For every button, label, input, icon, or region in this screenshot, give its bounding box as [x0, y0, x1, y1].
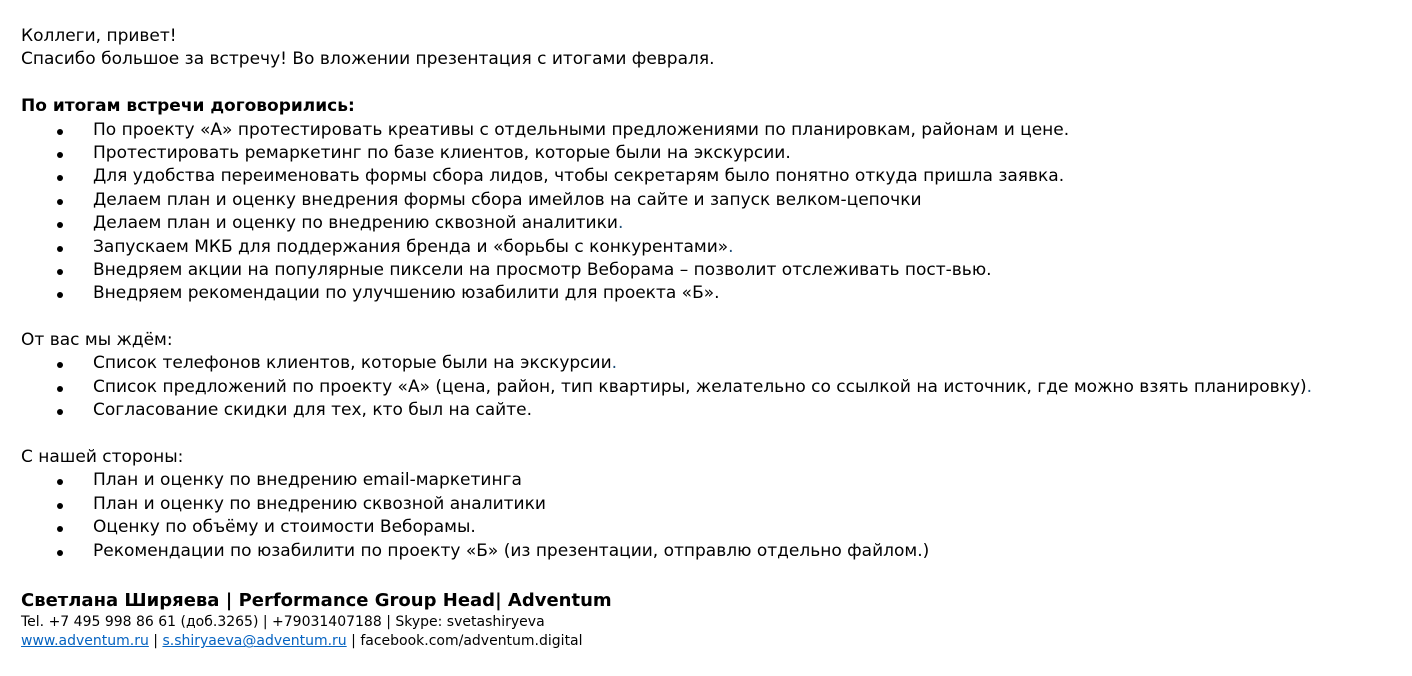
email-body	[21, 25, 1401, 651]
our-side-heading: С нашей стороны:	[21, 447, 184, 468]
list-item: Для удобства переименовать формы сбора лидов, чтобы секретарям было понятно откуда пришла заявка.	[21, 165, 1401, 188]
bullet-icon	[57, 386, 63, 392]
from-you-heading: От вас мы ждём:	[21, 330, 173, 351]
our-side-list	[21, 469, 1401, 563]
list-item: Рекомендации по юзабилити по проекту «Б» (из презентации, отправлю отдельно файлом.)	[21, 540, 1401, 563]
signature-contacts: Tel. +7 495 998 86 61 (доб.3265) | +79031407188 | Skype: svetashiryeva	[21, 614, 545, 631]
bullet-icon	[57, 292, 63, 298]
website-link[interactable]: www.adventum.ru	[21, 633, 149, 650]
list-item: Внедряем акции на популярные пиксели на просмотр Веборама – позволит отслеживать пост-вью.	[21, 259, 1401, 282]
bullet-icon	[57, 269, 63, 275]
email-link[interactable]: s.shiryaeva@adventum.ru	[162, 633, 347, 650]
bullet-icon	[57, 503, 63, 509]
bullet-icon	[57, 246, 63, 252]
intro-text: Спасибо большое за встречу! Во вложении презентация с итогами февраля.	[21, 49, 715, 70]
list-item: Согласование скидки для тех, кто был на сайте.	[21, 399, 1401, 422]
bullet-icon	[57, 222, 63, 228]
separator: |	[346, 633, 361, 650]
spacer	[21, 423, 1401, 446]
greeting: Коллеги, привет!	[21, 26, 177, 46]
list-item: Список предложений по проекту «А» (цена, район, тип квартиры, желательно со ссылкой на источник, где можно взять планировку).	[21, 376, 1401, 399]
bullet-icon	[57, 550, 63, 556]
from-you-list	[21, 352, 1401, 422]
bullet-icon	[57, 152, 63, 158]
bullet-icon	[57, 175, 63, 181]
list-item: План и оценку по внедрению email-маркетинга	[21, 469, 1401, 492]
list-item: Делаем план и оценку внедрения формы сбора имейлов на сайте и запуск велком-цепочки	[21, 189, 1401, 212]
bullet-icon	[57, 526, 63, 532]
bullet-icon	[57, 199, 63, 205]
list-item: Запускаем МКБ для поддержания бренда и «борьбы с конкурентами».	[21, 236, 1401, 259]
list-item: План и оценку по внедрению сквозной аналитики	[21, 493, 1401, 516]
bullet-icon	[57, 362, 63, 368]
spacer	[21, 306, 1401, 329]
list-item: Делаем план и оценку по внедрению сквозной аналитики.	[21, 212, 1401, 235]
list-item: Список телефонов клиентов, которые были на экскурсии.	[21, 352, 1401, 375]
bullet-icon	[57, 409, 63, 415]
bullet-icon	[57, 129, 63, 135]
agreed-heading: По итогам встречи договорились:	[21, 96, 355, 117]
separator: |	[148, 633, 163, 650]
signature-name: Светлана Ширяева | Performance Group Head| Adventum	[21, 590, 612, 612]
spacer	[21, 72, 1401, 95]
list-item: Оценку по объёму и стоимости Веборамы.	[21, 516, 1401, 539]
agreed-list	[21, 119, 1401, 306]
spacer	[21, 563, 1401, 586]
list-item: По проекту «А» протестировать креативы с отдельными предложениями по планировкам, районам и цене.	[21, 119, 1401, 142]
list-item: Протестировать ремаркетинг по базе клиентов, которые были на экскурсии.	[21, 142, 1401, 165]
facebook-text: facebook.com/adventum.digital	[360, 633, 583, 650]
bullet-icon	[57, 479, 63, 485]
signature-links	[21, 632, 1401, 651]
list-item: Внедряем рекомендации по улучшению юзабилити для проекта «Б».	[21, 282, 1401, 305]
